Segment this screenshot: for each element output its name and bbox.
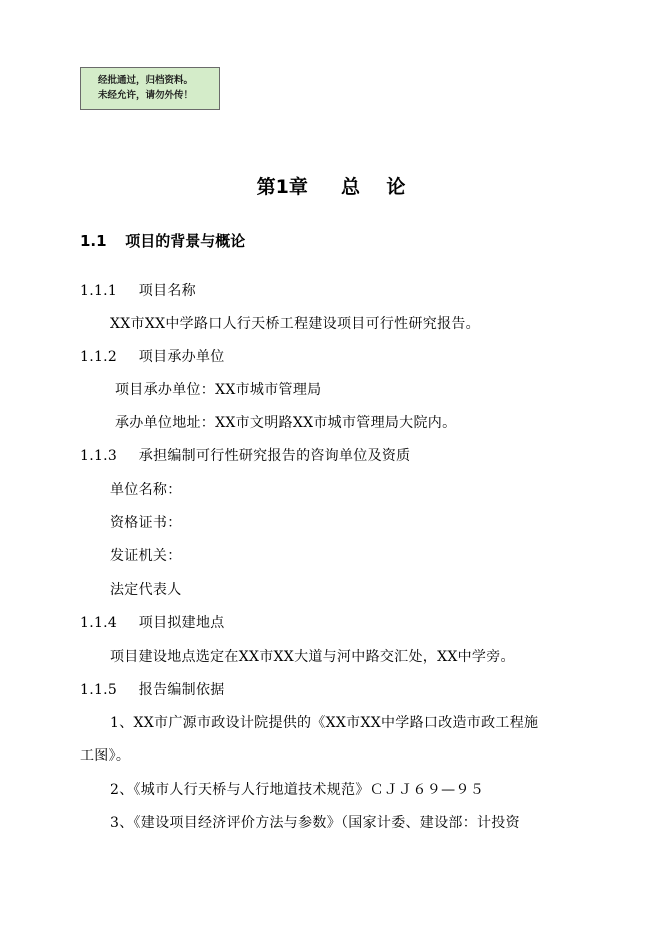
subsection-number: 1.1.4 bbox=[80, 615, 118, 631]
chapter-title: 总 论 bbox=[340, 176, 406, 198]
section-number: 1.1 bbox=[80, 232, 107, 250]
project-location-text: 项目建设地点选定在XX市XX大道与河中路交汇处，XX中学旁。 bbox=[110, 649, 515, 665]
subsection-heading-1-1-5 bbox=[80, 680, 225, 700]
basis-item-1-line-1: 1、XX市广源市政设计院提供的《XX市XX中学路口改造市政工程施 bbox=[110, 715, 539, 731]
consultant-legal-rep: 法定代表人 bbox=[110, 582, 182, 598]
basis-item-1-line-2: 工图》。 bbox=[80, 748, 131, 764]
chapter-number: 第1章 bbox=[256, 176, 308, 198]
consultant-unit-name: 单位名称： bbox=[110, 482, 182, 498]
basis-item-2: 2、《城市人行天桥与人行地道技术规范》ＣＪＪ６９—９５ bbox=[110, 782, 485, 798]
subsection-number: 1.1.3 bbox=[80, 448, 118, 464]
stamp-line-2: 未经允许，请勿外传！ bbox=[98, 90, 194, 101]
subsection-heading-1-1-1 bbox=[80, 281, 196, 301]
project-name-text: XX市XX中学路口人行天桥工程建设项目可行性研究报告。 bbox=[110, 316, 480, 332]
chapter-heading bbox=[0, 174, 662, 200]
subsection-number: 1.1.2 bbox=[80, 349, 118, 365]
basis-item-3: 3、《建设项目经济评价方法与参数》（国家计委、建设部：计投资 bbox=[110, 815, 520, 831]
subsection-heading-1-1-2 bbox=[80, 347, 225, 367]
subsection-title: 承担编制可行性研究报告的咨询单位及资质 bbox=[138, 448, 411, 464]
subsection-title: 项目拟建地点 bbox=[138, 615, 225, 631]
consultant-certificate: 资格证书： bbox=[110, 515, 182, 531]
section-title: 项目的背景与概论 bbox=[125, 232, 246, 250]
subsection-number: 1.1.1 bbox=[80, 283, 118, 299]
consultant-issuer: 发证机关： bbox=[110, 548, 182, 564]
subsection-title: 项目名称 bbox=[138, 283, 196, 299]
organizer-unit-text: 项目承办单位：XX市城市管理局 bbox=[115, 382, 322, 398]
approval-stamp bbox=[80, 67, 220, 110]
section-heading-1-1 bbox=[80, 230, 245, 252]
organizer-address-text: 承办单位地址：XX市文明路XX市城市管理局大院内。 bbox=[115, 415, 457, 431]
subsection-number: 1.1.5 bbox=[80, 682, 118, 698]
subsection-title: 报告编制依据 bbox=[138, 682, 225, 698]
stamp-line-1: 经批通过，归档资料。 bbox=[98, 75, 194, 86]
subsection-title: 项目承办单位 bbox=[138, 349, 225, 365]
subsection-heading-1-1-4 bbox=[80, 613, 225, 633]
subsection-heading-1-1-3 bbox=[80, 446, 410, 466]
